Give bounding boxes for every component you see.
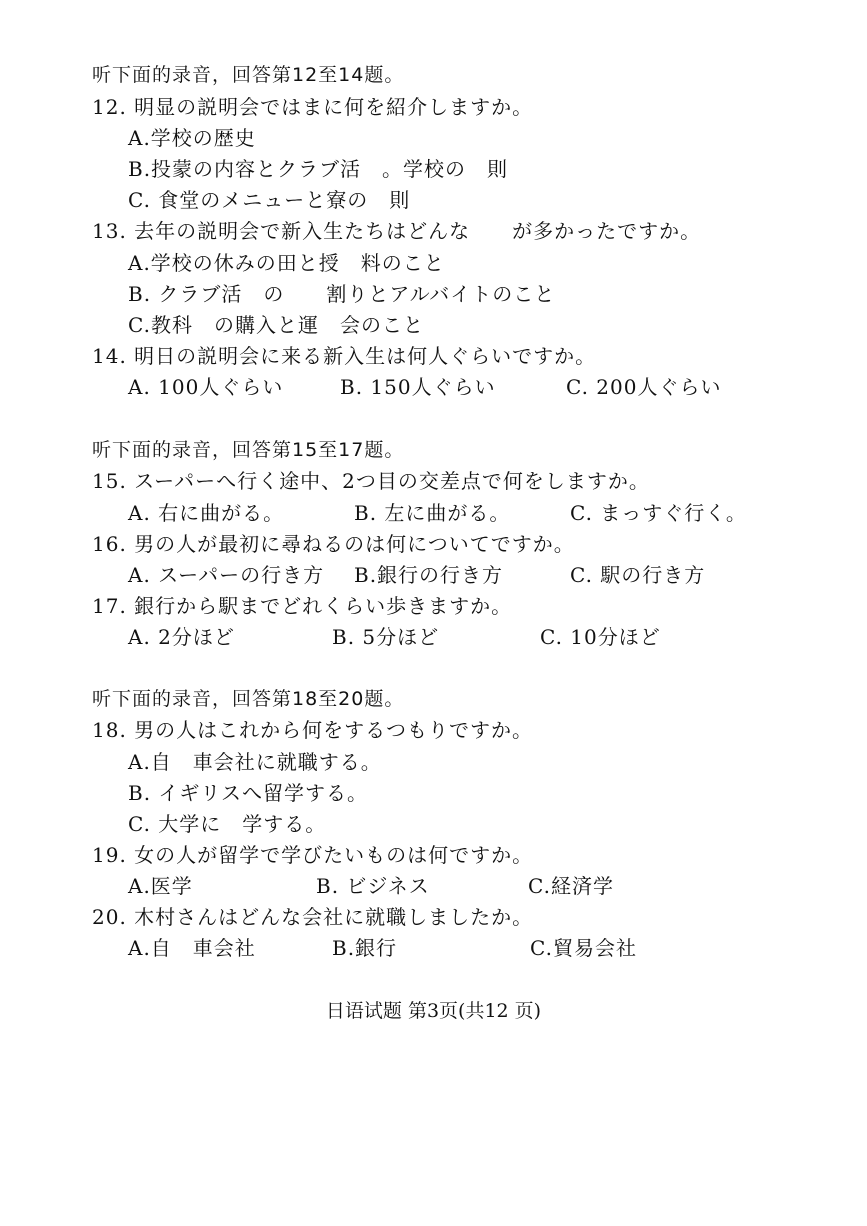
option-18-a: A.自 車会社に就職する。 — [128, 750, 382, 774]
option-19-c: C.経済学 — [528, 874, 614, 898]
question-19: 19. 女の人が留学で学びたいものは何ですか。 — [92, 843, 534, 867]
option-17-c: C. 10分ほど — [540, 625, 661, 649]
option-19-a: A.医学 — [128, 874, 193, 898]
question-20: 20. 木村さんはどんな会社に就職しましたか。 — [92, 905, 534, 929]
option-17-a: A. 2分ほど — [128, 625, 235, 649]
question-12: 12. 明显の説明会ではまに何を紹介しますか。 — [92, 95, 534, 119]
question-14: 14. 明日の説明会に来る新入生は何人ぐらいですか。 — [92, 344, 597, 368]
option-14-c: C. 200人ぐらい — [566, 375, 722, 399]
option-13-c: C.教科 の購入と運 会のこと — [128, 313, 424, 337]
option-16-a: A. スーパーの行き方 — [128, 563, 325, 587]
option-20-c: C.貿易会社 — [530, 936, 637, 960]
page-footer: 日语试题 第3页(共12 页) — [325, 1000, 542, 1022]
question-13: 13. 去年の説明会で新入生たちはどんな が多かったですか。 — [92, 219, 702, 243]
section-title-18-20: 听下面的录音，回答第18至20题。 — [92, 688, 405, 710]
question-16: 16. 男の人が最初に尋ねるのは何についてですか。 — [92, 532, 575, 556]
option-13-a: A.学校の休みの田と授 料のこと — [128, 251, 445, 275]
option-15-c: C. まっすぐ行く。 — [570, 501, 747, 525]
option-17-b: B. 5分ほど — [332, 625, 440, 649]
option-15-a: A. 右に曲がる。 — [128, 501, 285, 525]
option-18-c: C. 大学に 学する。 — [128, 812, 327, 836]
option-12-a: A.学校の歴史 — [128, 126, 256, 150]
option-18-b: B. イギリスへ留学する。 — [128, 781, 369, 805]
question-18: 18. 男の人はこれから何をするつもりですか。 — [92, 718, 533, 742]
option-14-a: A. 100人ぐらい — [128, 375, 284, 399]
question-17: 17. 銀行から駅までどれくらい歩きますか。 — [92, 594, 513, 618]
option-16-b: B.銀行の行き方 — [354, 563, 504, 587]
section-title-12-14: 听下面的录音，回答第12至14题。 — [92, 64, 405, 86]
option-14-b: B. 150人ぐらい — [340, 375, 496, 399]
option-12-c: C. 食堂のメニューと寮の 則 — [128, 188, 411, 212]
question-15: 15. スーパーへ行く途中、2つ目の交差点で何をしますか。 — [92, 469, 650, 493]
option-13-b: B. クラブ活 の 割りとアルバイトのこと — [128, 282, 556, 306]
section-title-15-17: 听下面的录音，回答第15至17题。 — [92, 439, 405, 461]
option-20-b: B.銀行 — [332, 936, 398, 960]
option-12-b: B.投蒙の内容とクラブ活 。学校の 則 — [128, 157, 509, 181]
option-20-a: A.自 車会社 — [128, 936, 256, 960]
option-19-b: B. ビジネス — [316, 874, 430, 898]
option-15-b: B. 左に曲がる。 — [354, 501, 511, 525]
option-16-c: C. 駅の行き方 — [570, 563, 706, 587]
